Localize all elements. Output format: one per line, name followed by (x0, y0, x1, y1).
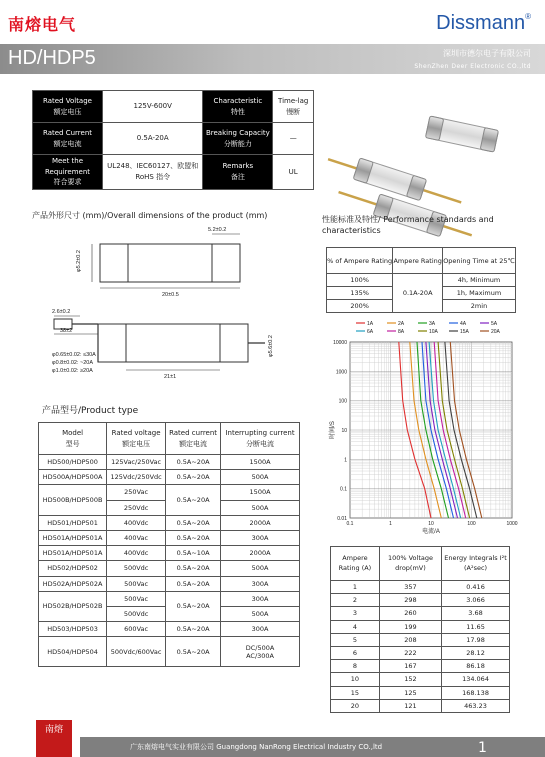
legend-label: 15A (460, 329, 469, 335)
cell: 1500A (221, 455, 300, 470)
col-header-energy: Energy Integrals I²t (A²sec) (442, 547, 510, 581)
wire-spec-3: φ1.0±0.02: ≥20A (52, 368, 93, 374)
spec-value: Time-lag 慢断 (273, 91, 314, 123)
cell: 2000A (221, 515, 300, 530)
table-row (39, 515, 300, 530)
table-row (39, 561, 300, 576)
spec-value: UL248、IEC60127、欧盟和RoHS 指令 (103, 155, 203, 190)
company-name-cn: 深圳市德尔电子有限公司 (443, 49, 531, 58)
col-header-ampere: Ampere Rating (A) (331, 547, 380, 581)
cell: 500A (221, 561, 300, 576)
cell: 250Vdc (107, 500, 166, 515)
cell: 5 (331, 633, 380, 646)
cell: 0.5A~20A (166, 637, 221, 667)
x-tick-label: 1000 (506, 521, 518, 527)
col-header-voltage: Rated voltage 额定电压 (107, 423, 166, 455)
cell: 200% (327, 300, 393, 313)
table-row (331, 607, 510, 620)
cell: 167 (379, 660, 441, 673)
cell: HD501A/HDP501A (39, 530, 107, 545)
product-type-title: 产品型号/Product type (42, 406, 139, 416)
legend-label: 4A (460, 321, 467, 327)
cell: 20 (331, 699, 380, 712)
cell: 152 (379, 673, 441, 686)
spec-value: 125V-600V (103, 91, 203, 123)
table-row (39, 455, 300, 470)
spec-label: Meet the Requirement 符合要求 (33, 155, 103, 190)
col-header: Ampere Rating (393, 248, 443, 274)
y-tick-label: 0.01 (337, 516, 347, 522)
page-number: 1 (478, 740, 487, 756)
col-header-interrupt: Interrupting current 分断电流 (221, 423, 300, 455)
table-header-row (331, 547, 510, 581)
cell: 2min (443, 300, 516, 313)
cell: 500Vac (107, 591, 166, 606)
table-row (39, 470, 300, 485)
spec-label: Breaking Capacity 分断能力 (203, 123, 273, 155)
cell: 0.416 (442, 581, 510, 594)
cell: 357 (379, 581, 441, 594)
spec-value: 0.5A-20A (103, 123, 203, 155)
cell: 28.12 (442, 646, 510, 659)
y-tick-label: 10 (341, 428, 347, 434)
cell: 500Vdc (107, 606, 166, 621)
spec-value: UL (273, 155, 314, 190)
legend-label: 5A (491, 321, 498, 327)
table-header-row (39, 423, 300, 455)
y-tick-label: 1 (344, 457, 347, 464)
x-tick-label: 100 (467, 521, 476, 527)
cell: 0.5A~20A (166, 485, 221, 515)
cell: 400Vac (107, 530, 166, 545)
y-tick-label: 0.1 (340, 486, 347, 493)
x-tick-label: 1 (389, 521, 392, 527)
cell: 463.23 (442, 699, 510, 712)
cell: 0.1A-20A (393, 274, 443, 313)
cell: HD500B/HDP500B (39, 485, 107, 515)
dim-lead-length: 38±2 (60, 328, 73, 334)
table-row (331, 594, 510, 607)
cell: HD502/HDP502 (39, 561, 107, 576)
cell: 222 (379, 646, 441, 659)
table-row (331, 646, 510, 659)
cell: 2 (331, 594, 380, 607)
x-tick-label: 0.1 (346, 521, 354, 527)
legend-label: 8A (398, 329, 405, 335)
cell: 1h, Maximum (443, 287, 516, 300)
spec-row (33, 155, 314, 190)
cell: 6 (331, 646, 380, 659)
spec-label: Remarks 备注 (203, 155, 273, 190)
table-row (39, 622, 300, 637)
cell: 0.5A~20A (166, 576, 221, 591)
spec-table (32, 90, 314, 190)
col-header-vdrop: 100% Voltage drop(mV) (379, 547, 441, 581)
cell: 0.5A~10A (166, 546, 221, 561)
spec-value: — (273, 123, 314, 155)
table-row (331, 620, 510, 633)
cell: 8 (331, 660, 380, 673)
table-row (331, 699, 510, 712)
cell: 1 (331, 581, 380, 594)
cell: 500A (221, 470, 300, 485)
cell: 4 (331, 620, 380, 633)
table-row (39, 485, 300, 500)
cell: 500A (221, 500, 300, 515)
cell: 134.064 (442, 673, 510, 686)
cell: 199 (379, 620, 441, 633)
dim-body-dia: φ5.2±0.2 (76, 250, 82, 272)
cell: HD501/HDP501 (39, 515, 107, 530)
table-row (39, 637, 300, 667)
cell: 500Vac (107, 576, 166, 591)
cell: 0.5A~20A (166, 455, 221, 470)
spec-row (33, 91, 314, 123)
cell: 208 (379, 633, 441, 646)
dim-lead-offset: 2.6±0.2 (52, 309, 71, 315)
registered-mark: ® (525, 12, 531, 21)
product-type-table (38, 422, 300, 667)
wire-spec-2: φ0.8±0.02: ~20A (52, 360, 93, 366)
wire-spec-1: φ0.65±0.02: ≤30A (52, 352, 96, 358)
table-row (39, 576, 300, 591)
legend-label: 6A (367, 329, 374, 335)
dim-body-length: 20±0.5 (162, 292, 179, 298)
table-row (331, 686, 510, 699)
table-row (331, 660, 510, 673)
y-tick-label: 100 (338, 398, 347, 405)
legend-label: 10A (429, 329, 438, 335)
table-row (39, 591, 300, 606)
cell: 125Vac/250Vac (107, 455, 166, 470)
cell: 11.65 (442, 620, 510, 633)
cell: HD500/HDP500 (39, 455, 107, 470)
fuse-plain (425, 116, 498, 152)
col-header-model: Model 型号 (39, 423, 107, 455)
cell: 300A (221, 622, 300, 637)
cell: 0.5A~20A (166, 591, 221, 621)
cell: 86.18 (442, 660, 510, 673)
cell: 100% (327, 274, 393, 287)
brand-name-en: Dissmann (436, 12, 526, 34)
cell: 400Vdc (107, 546, 166, 561)
performance-title: 性能标准及特性/ Performance standards and characteristics (322, 215, 494, 236)
cell: 300A (221, 576, 300, 591)
cell: 0.5A~20A (166, 530, 221, 545)
dim-total-length: 21±1 (164, 374, 177, 380)
plain-fuse-drawing (76, 227, 240, 298)
legend-label: 2A (398, 321, 405, 327)
footer-logo: 南熔 (36, 720, 72, 757)
cell: 500Vdc (107, 561, 166, 576)
y-axis-label: 时间/S (330, 421, 336, 439)
col-header: Opening Time at 25℃ (443, 248, 516, 274)
cell: 300A (221, 530, 300, 545)
table-row (39, 530, 300, 545)
dimensions-title: 产品外形尺寸 (mm)/Overall dimensions of the product (mm) (32, 211, 268, 220)
cell: 10 (331, 673, 380, 686)
table-row (39, 546, 300, 561)
legend-label: 20A (491, 329, 500, 335)
cell: 135% (327, 287, 393, 300)
leaded-fuse-drawing (52, 309, 274, 380)
brand-name-cn: 南熔电气 (8, 15, 77, 34)
col-header: % of Ampere Rating (327, 248, 393, 274)
cell: 3 (331, 607, 380, 620)
cell: 15 (331, 686, 380, 699)
table-row (331, 673, 510, 686)
cell: 4h, Minimum (443, 274, 516, 287)
cell: HD503/HDP503 (39, 622, 107, 637)
legend-label: 1A (367, 321, 374, 327)
cell: HD502B/HDP502B (39, 591, 107, 621)
cell: HD504/HDP504 (39, 637, 107, 667)
cell: 0.5A~20A (166, 622, 221, 637)
cell: 260 (379, 607, 441, 620)
cell: HD502A/HDP502A (39, 576, 107, 591)
cell: 500A (221, 606, 300, 621)
cell: 500Vdc/600Vac (107, 637, 166, 667)
spec-label: Rated Voltage 额定电压 (33, 91, 103, 123)
cell: 125Vdc/250Vdc (107, 470, 166, 485)
cell: 125 (379, 686, 441, 699)
cell: 400Vdc (107, 515, 166, 530)
col-header-current: Rated current 额定电流 (166, 423, 221, 455)
cell: 0.5A~20A (166, 470, 221, 485)
table-row (331, 633, 510, 646)
footer-company: 广东南熔电气实业有限公司 Guangdong NanRong Electrical Industry CO.,ltd (130, 743, 383, 751)
cell: DC/500A AC/300A (221, 637, 300, 667)
cell: 300A (221, 591, 300, 606)
cell: 3.68 (442, 607, 510, 620)
cell: 298 (379, 594, 441, 607)
model-title: HD/HDP5 (8, 47, 96, 69)
table-row (327, 274, 516, 287)
dimension-drawing (40, 222, 285, 400)
spec-label: Characteristic 特性 (203, 91, 273, 123)
cell: 17.98 (442, 633, 510, 646)
x-tick-label: 10 (428, 521, 434, 527)
cell: 1500A (221, 485, 300, 500)
performance-table (326, 247, 516, 313)
cell: 0.5A~20A (166, 561, 221, 576)
voltage-drop-table (330, 546, 510, 713)
x-axis-label: 电流/A (422, 529, 440, 535)
brand-logo (436, 12, 531, 35)
dim-cap-dia: φ5.6±0.2 (268, 335, 274, 357)
time-current-chart (326, 318, 521, 540)
cell: 250Vac (107, 485, 166, 500)
cell: 0.5A~20A (166, 515, 221, 530)
company-name-en: ShenZhen Deer Electronic CO.,ltd (414, 63, 531, 70)
cell: 121 (379, 699, 441, 712)
cell: 168.138 (442, 686, 510, 699)
cell: 2000A (221, 546, 300, 561)
y-tick-label: 10000 (333, 340, 347, 346)
cell: 600Vac (107, 622, 166, 637)
cell: 3.066 (442, 594, 510, 607)
y-tick-label: 1000 (335, 369, 347, 376)
spec-label: Rated Current 额定电流 (33, 123, 103, 155)
table-row (331, 581, 510, 594)
table-header-row (327, 248, 516, 274)
legend-label: 3A (429, 321, 436, 327)
spec-row (33, 123, 314, 155)
cell: HD500A/HDP500A (39, 470, 107, 485)
dim-cap-length: 5.2±0.2 (208, 227, 227, 233)
cell: HD501A/HDP501A (39, 546, 107, 561)
